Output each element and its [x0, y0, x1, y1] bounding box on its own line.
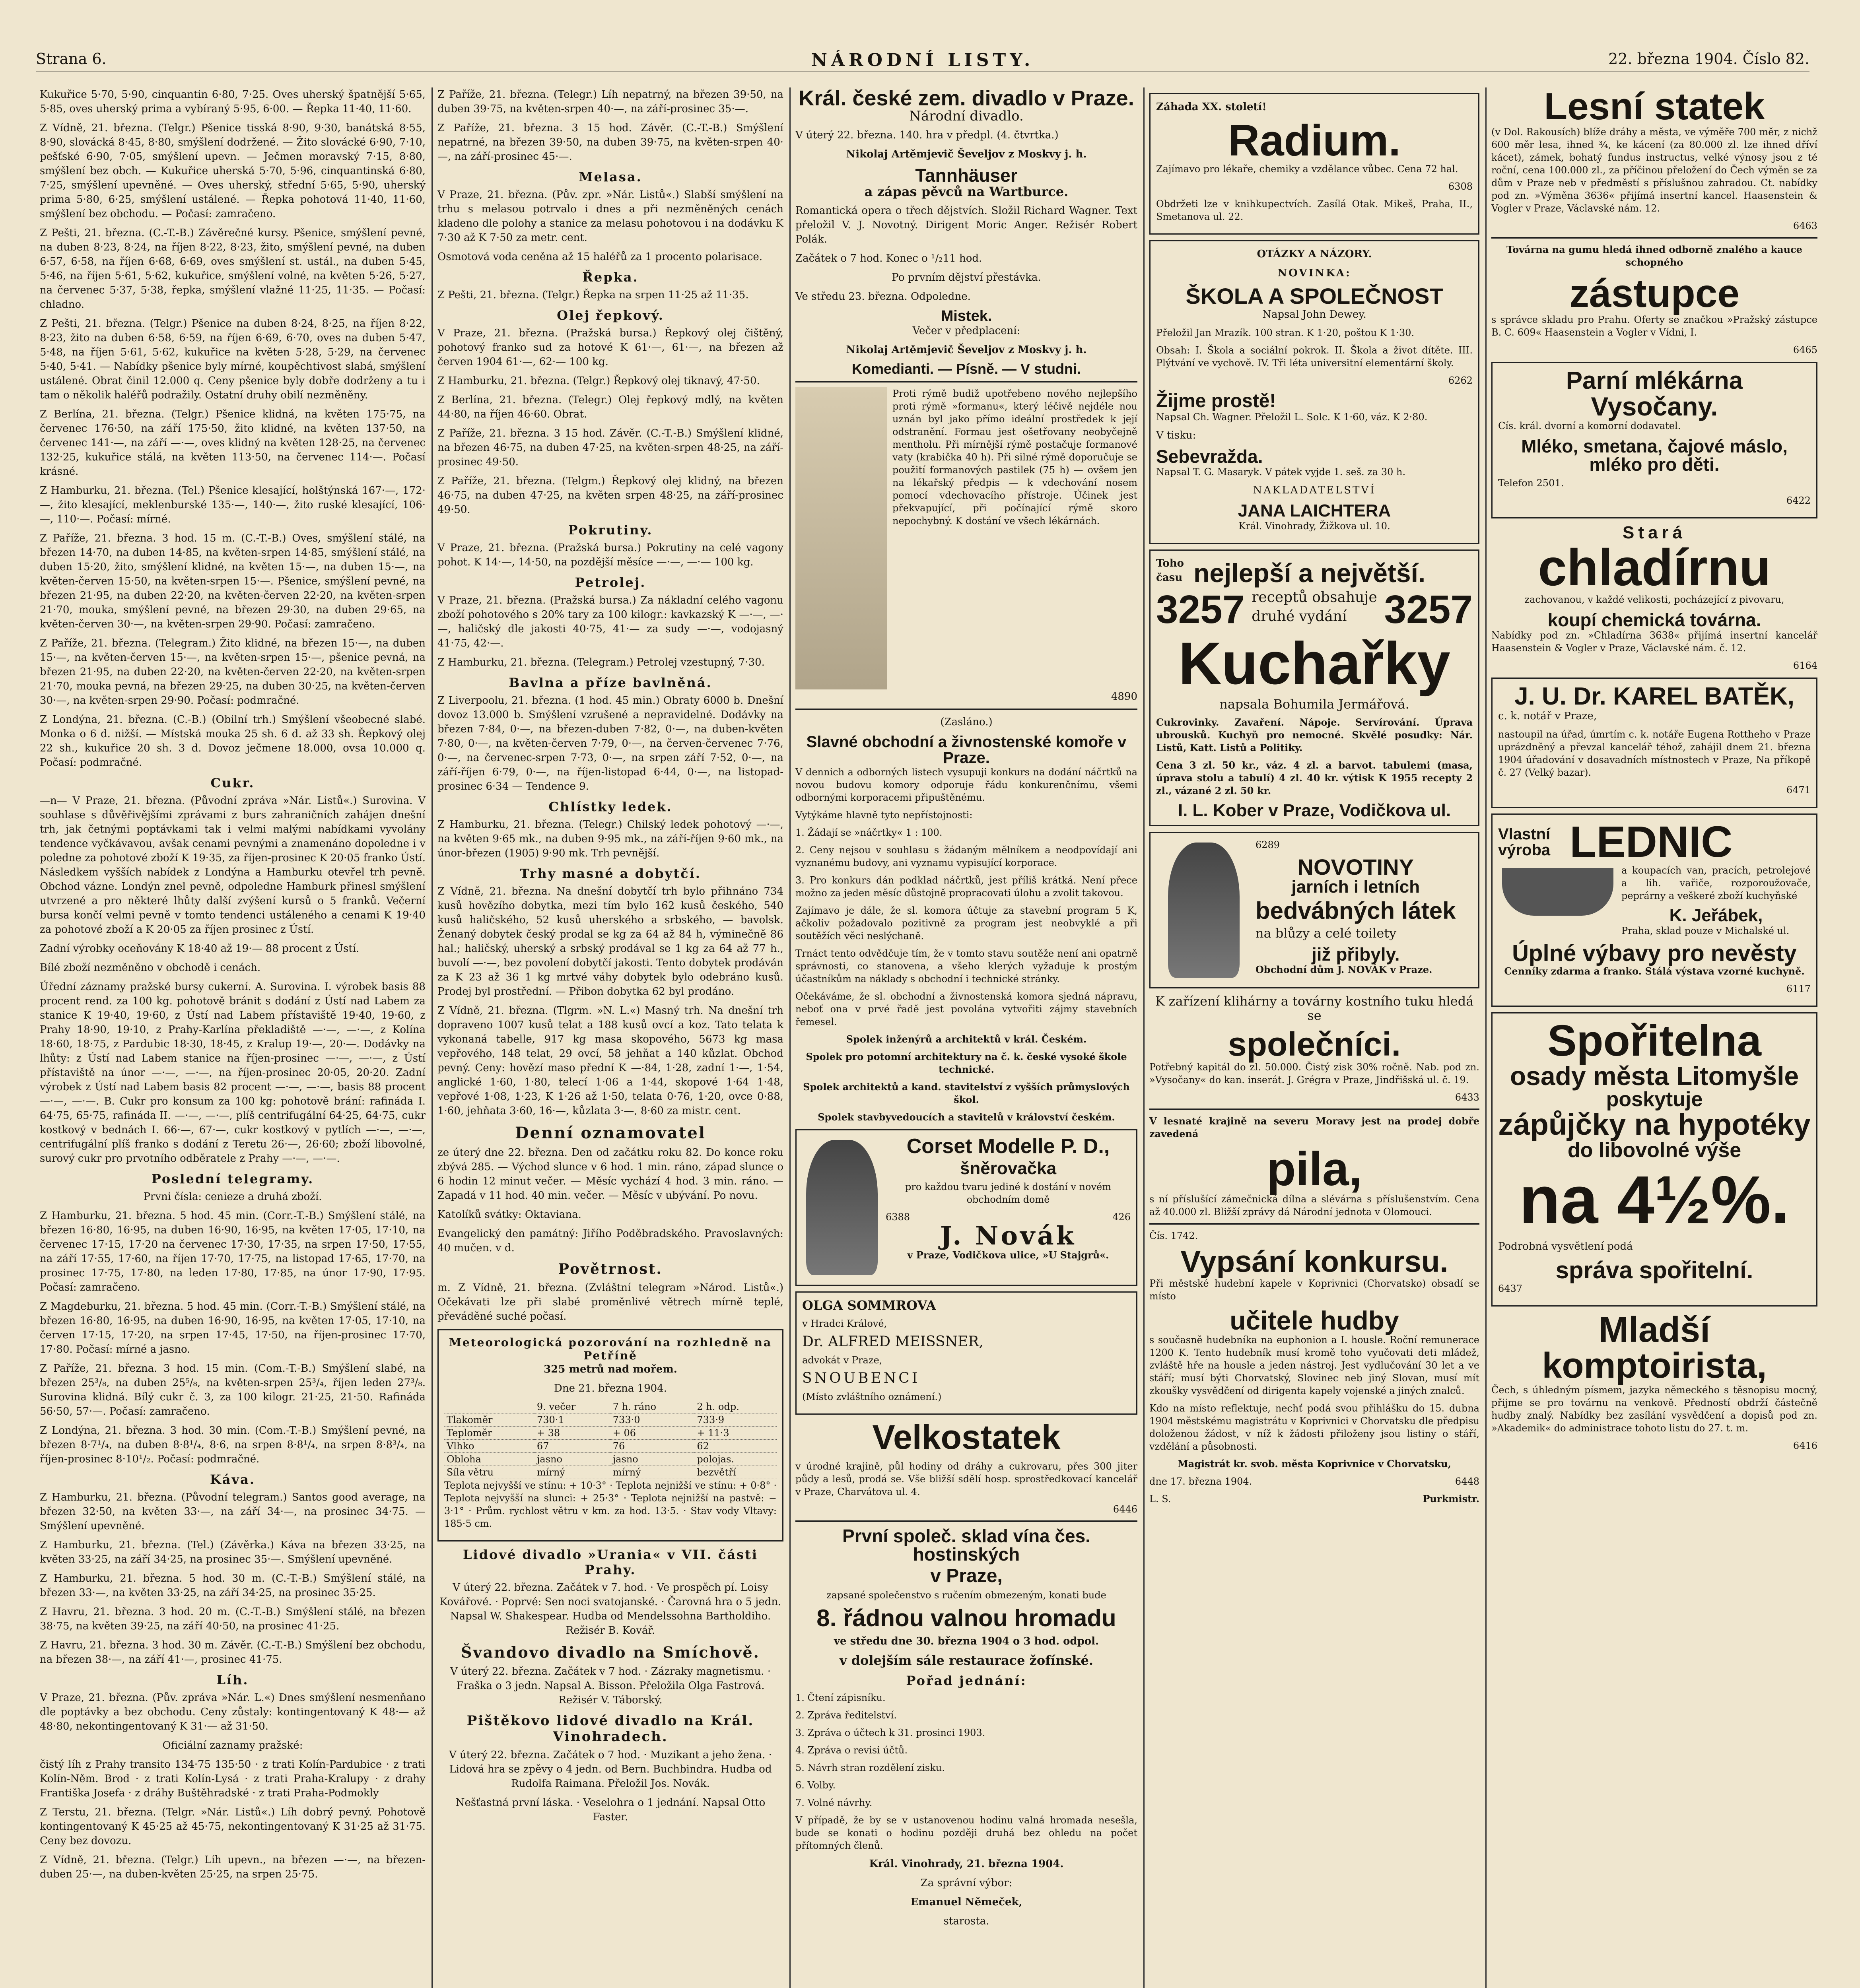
- meeting-date: ve středu dne 30. března 1904 o 3 hod. odpol.: [834, 1635, 1099, 1647]
- book-info: Napsal T. G. Masaryk. V pátek vyjde 1. seš. za 30 h.: [1156, 466, 1406, 478]
- theatre-heading: Pištěkovo lidové divadlo na Král. Vinohradech.: [466, 1713, 754, 1745]
- article-paragraph: Kukuřice 5·70, 5·90, cinquantin 6·80, 7·25. Oves uherský špatnější 5·65, 5·85, oves uherský prima a vybíraný 5·95, 6·00. — Řepka 11·40, 11·60.: [40, 89, 426, 115]
- publisher-name: JANA LAICHTERA: [1238, 501, 1391, 520]
- column-divider: [789, 87, 791, 1988]
- section-heading: Chlístky ledek.: [548, 799, 672, 814]
- letter-text: 3. Pro konkurs dán podklad náčrtků, jest příliš krátká. Není přece možno za jeden měsíc důstojně propracovati úlohu a zvolit takovou.: [795, 875, 1137, 899]
- agenda-item: 2. Zpráva ředitelství.: [795, 1710, 897, 1721]
- ad-number: 6289: [1256, 839, 1280, 850]
- article-paragraph: Z Vídně, 21. března. Na dnešní dobytčí trh bylo přihnáno 734 kusů hovězího dobytka, mezi tím bylo 162 kusů českého, 540 kusů haličského, 52 kusů uherského a srbského, — bavolsk. Ženaný dobytek český prodal se kg za 64 až 84 h, výminečně 86 hal.; haličský, uherský a srbský prodával se 1 kg za 64 až 77 h., buvolí —·—, bez povolení dobytčí jakosti. Tento dobytek prodáván za K 23 až 36 1 kg mrtvé váhy dobytek bylo odebráno kusů. Prodej byl prostřední. — Přibon dobytka 62 byl prodáno.: [437, 885, 783, 998]
- hour-label: 9. večer: [534, 1400, 610, 1413]
- article-paragraph: Z Vídně, 21. března. (Tlgrm. »N. L.«) Masný trh. Na dnešní trh dopraveno 1007 kusů telat a 188 kusů ovcí a koz. Tato telata k vykonaná tabelle, 917 kg masa skopového, 5673 kg masa vepřového, 148 telat, 29 ovcí, 58 jehňat a 140 kůzlat. Obchod pevný. Ceny: hovězí maso přední K —·84, 1·28, zadní 1·—, 1·54, anglické 1·60, 1·80, telecí 1·06 a 1·44, skopové 1·64 1·48, vepřové 1·08, 1·23, K 1·26 až 1·50, telata 0·76, 1·20, ovce 0·88, 1·60, jehňata 3·60, 16·—, kůzlata 3·—, 8·60 za mistr. cent.: [437, 1005, 783, 1117]
- theatre-subtitle: Národní divadlo.: [909, 108, 1024, 124]
- laichter-ad: [1149, 240, 1479, 544]
- book-contents: Obsah: I. Škola a sociální pokrok. II. Škola a život dítěte. III. Plýtvání ve vychově. IV. Tři léta universitní elementární školy.: [1156, 345, 1473, 369]
- corset-text: pro každou tvaru jediné k dostání v novém obchodním domě: [905, 1181, 1111, 1205]
- section-heading: Poslední telegramy.: [151, 1171, 314, 1186]
- shop-name: Obchodní dům J. NOVÁK v Praze.: [1256, 964, 1432, 975]
- weather-row: Teploměr + 38 + 06 + 11·3: [444, 1427, 777, 1440]
- agenda-item: 4. Zpráva o revisi účtů.: [795, 1745, 908, 1756]
- article-paragraph: Z Havru, 21. března. 3 hod. 20 m. (C.-T.-B.) Smýšlení stálé, na březen 38·75, na květen 39·25, na září 40·50, na prosinec 41·25.: [40, 1606, 426, 1632]
- opera-subtitle: a zápas pěvců na Wartburce.: [864, 184, 1069, 199]
- fridge-ad: [1491, 813, 1817, 1007]
- letter-text: 2. Ceny nejsou v souhlasu s žádaným mělníkem a neodpovídají ani vyznanému budovy, ani vyznamu vypisující korporace.: [795, 845, 1137, 868]
- ad-number: 6463: [1793, 220, 1817, 231]
- radium-title: Radium.: [1228, 116, 1401, 165]
- divider: [795, 1520, 1137, 1522]
- theatre-program: V úterý 22. března. Začátek v 7 hod. · Zázraky magnetismu. · Fraška o 3 jedn. Napsal A. Bisson. Přeložila Olga Fastrová. Režisér V. Táborský.: [450, 1666, 771, 1706]
- contest-text: s současně hudebníka na euphonion a I. housle. Roční remunerace 1200 K. Tento hudebník musí kromě toho vyučovati deti mládež, zvláště hře na housle a jeden nástroj. Jest vydlučování 30 let a ve stáří; musí býti Chorvatský, Slovinec neb jiný Slovan, musí mít zkoušky vysvědčení od dirigenta kapely vojenské a jiných znalců.: [1149, 1334, 1479, 1396]
- silk-main: bedvábných látek: [1256, 897, 1456, 924]
- article-paragraph: Z Magdeburku, 21. března. 5 hod. 45 min. (Corr.-T.-B.) Smýšlení stálé, na březen 16·80, 16·95, na duben 16·90, 16·95, na květen 17·05, 17·10, na červen 17·15, 17·20, na srpen 17·45, 17·50, na říjen-prosinec 17·70, 17·80. Počasí: mírné a jasno.: [40, 1301, 426, 1355]
- corset-title: Corset Modelle P. D.,: [906, 1135, 1110, 1158]
- cooler-title: chladírnu: [1538, 538, 1771, 596]
- divider: [1149, 1109, 1479, 1110]
- recipe-count: 3257: [1156, 587, 1245, 632]
- signatory: Spolek inženýrů a architektů v král. Českém.: [846, 1033, 1087, 1045]
- weather-table-box: [437, 1329, 783, 1541]
- theatre-heading: Švandovo divadlo na Smíchově.: [461, 1643, 760, 1661]
- article-paragraph: Z Paříže, 21. března. 3 15 hod. Závěr. (C.-T.-B.) Smýšlení klidné, na březen 46·75, na duben 47·25, na květen-srpen 48·25, na září-prosinec 49·50.: [437, 427, 783, 468]
- book-title: Sebevražda.: [1156, 446, 1263, 467]
- cookbook-ad: [1149, 549, 1479, 826]
- theatre-line: Komedianti. — Písně. — V studni.: [851, 361, 1081, 377]
- sawmill-intro: V lesnaté krajině na severu Moravy jest na prodej dobře zavedená: [1149, 1115, 1479, 1140]
- groom-name: Dr. ALFRED MEISSNER,: [802, 1334, 983, 1350]
- savings-bank-ad: [1491, 1012, 1817, 1307]
- article-paragraph: Z Hamburku, 21. března. 5 hod. 30 m. (C.-T.-B.) Smýšlení stálé, na březen 33·—, na květen 33·25, na září 34·25, na prosinec 35·25.: [40, 1573, 426, 1599]
- wine-title: První společ. sklad vína čes. hostinských: [842, 1526, 1090, 1565]
- own-production: Vlastní výroba: [1498, 825, 1551, 859]
- divider: [1149, 1223, 1479, 1225]
- theatre-title: Král. české zem. divadlo v Praze.: [799, 87, 1134, 110]
- article-paragraph: Z Hamburku, 21. března. (Telegr.) Chilský ledek pohotový —·—, na květen 9·65 mk., na duben 9·95 mk., na září-říjen 9·60 mk., na únor-březen (1905) 9·90 mk. Trh pevnější.: [437, 819, 783, 859]
- letter-text: Vytýkáme hlavně tyto nepřístojnosti:: [795, 810, 973, 821]
- article-paragraph: Z Paříže, 21. března. (Telegr.) Líh nepatrný, na březen 39·50, na duben 39·75, na květen-srpen 40·—, na září-prosinec 35·—.: [437, 89, 783, 115]
- reference-number: Čís. 1742.: [1149, 1230, 1198, 1241]
- divider: [1491, 237, 1817, 239]
- agent-text: s správce skladu pro Prahu. Oferty se značkou »Pražský zástupce B. C. 609« Haasenstein a Vogler v Vídni, I.: [1491, 314, 1817, 338]
- meeting-title: 8. řádnou valnou hromadu: [816, 1605, 1116, 1631]
- section-heading: Káva.: [210, 1472, 255, 1487]
- ad-number: 6465: [1793, 344, 1817, 355]
- partner-ad-intro: K zařízení klihárny a továrny kostního tuku hledá se: [1155, 994, 1474, 1023]
- divider: [795, 709, 1137, 710]
- notary-name: J. U. Dr. KAREL BATĚK,: [1514, 683, 1794, 710]
- contest-title: Vypsání konkursu.: [1180, 1245, 1448, 1279]
- article-paragraph: Evangelický den památný: Jiřího Poděbradského. Pravoslavných: 40 mučen. v d.: [437, 1228, 783, 1254]
- notice-note: (Místo zvláštního oznámení.): [802, 1391, 942, 1402]
- article-paragraph: Z Liverpoolu, 21. března. (1 hod. 45 min.) Obraty 6000 b. Dnešní dovoz 13.000 b. Smýšlení vzrušené a nepravidelné. Dodávky na březen 7·84, 0·—, na březen-duben 7·82, 0·—, na duben-květen 7·80, 0·—, na květen-červen 7·79, 0·—, na červen-červenec 7·76, 0·—, na červenec-srpen 7·73, 0·—, na srpen září 7·52, 0·—, na září-říjen 6·79, 0·—, na říjen-listopad 6·44, 0·—, na listopad-prosinec 6·34 — Tendence 9.: [437, 695, 783, 792]
- contest-position: učitele hudby: [1230, 1306, 1399, 1335]
- article-paragraph: Prvni čísla: cenieze a druhá zboží.: [143, 1191, 322, 1203]
- section-heading: Líh.: [216, 1672, 249, 1687]
- dowry-title: Úplné výbavy pro nevěsty: [1512, 940, 1797, 966]
- theatre-program: V úterý 22. března. Začátek v 7. hod. · Ve prospěch pí. Loisy Kovářové. · Poprvé: Sen noci svatojanské. · Čarovná hra o 5 jedn. Napsal W. Shakespear. Hudba od Mendelssohna Bartholdiho. Režisér B. Kovář.: [439, 1582, 781, 1637]
- theatre-line: V úterý 22. března. 140. hra v předpl. (4. čtvrtka.): [795, 129, 1059, 141]
- article-paragraph: Z Hamburku, 21. března. (Telegram.) Petrolej vzestupný, 7·30.: [437, 656, 765, 668]
- notary-title: c. k. notář v Praze,: [1498, 710, 1597, 722]
- article-paragraph: m. Z Vídně, 21. března. (Zvláštní telegram »Národ. Listů«.) Očekávati lze při slabé proměnlivé větrech mírně teplé, převáděné suché počasí.: [437, 1282, 783, 1322]
- radium-text: Obdržeti lze v knihkupectvích. Zasílá Otak. Mikeš, Praha, II., Smetanova ul. 22.: [1156, 198, 1473, 222]
- cooler-buyer: koupí chemická továrna.: [1547, 610, 1761, 630]
- article-paragraph: Bílé zboží nezměněno v obchodě i cenách.: [40, 962, 261, 974]
- corset-ad: [795, 1129, 1137, 1286]
- agenda-item: 3. Zpráva o účtech k 31. prosinci 1903.: [795, 1727, 985, 1738]
- article-paragraph: Z Hamburku, 21. března. 5 hod. 45 min. (Corr.-T.-B.) Smýšlení stálé, na březen 16·80, 16·95, na duben 16·90, 16·95, na květen 17·05, 17·10, na červenec 17·15, 17·20 na červenec 17·30, 17·35, na srpen 17·50, 17·55, na září 17·55, 17·60, na říjen 17·70, 17·75, na listopad 17·65, 17·70, na prosinec 17·75, 17·80, na leden 17·80, 17·85, na únor 17·90, 17·95. Počasí: zamračeno.: [40, 1210, 426, 1293]
- article-paragraph: Z Paříže, 21. března. 3 hod. 15 m. (C.-T.-B.) Oves, smýšlení stálé, na březen 14·70, na duben 14·85, na květen-srpen 14·85, smýšlení stálé, na duben 15·20, žito, smýšlení klidné, na květen 15·—, na duben 15·—, na květen-červen 15·50, na květen-srpen 15·—. Pšenice, smýšlení pevné, na březen 21·95, na duben 22·20, na květen-červen 22·20, na květen-srpen 21·70, mouka, smýšlení pevné, na březen 29·30, na duben 29·65, na květen-červen 30·—, na květen-srpen 29·90. Počasí: zamračeno.: [40, 532, 426, 630]
- bank-admin: správa spořitelní.: [1555, 1257, 1753, 1283]
- radium-tagline: Záhada XX. století!: [1156, 101, 1267, 113]
- agent-title: zástupce: [1569, 271, 1739, 316]
- section-heading: Cukr.: [210, 775, 255, 790]
- ad-number: 6422: [1786, 495, 1811, 506]
- theatre-line: Mistek.: [941, 308, 992, 324]
- agenda-item: 5. Návrh stran rozdělení zisku.: [795, 1762, 945, 1773]
- dairy-ad: [1491, 362, 1817, 518]
- cooler-text: zachovanou, v každé velikosti, pocházející z pivovaru,: [1524, 594, 1784, 605]
- article-paragraph: Z Hamburku, 21. března. (Telgr.) Řepkový olej tiknavý, 47·50.: [437, 375, 760, 387]
- article-paragraph: V Praze, 21. března. (Pův. zpr. »Nár. Listů«.) Slabší smýšlení na trhu s melasou potrvalo i dnes a při nezměněných cenách kladeno dle polohy a stanice za melasu pohotovou i na dodávku K 7·30 až K 7·50 za metr. cent.: [437, 189, 783, 244]
- article-paragraph: Z Londýna, 21. března. 3 hod. 30 min. (Com.-T.-B.) Smýšlení pevné, na březen 8·7¹/₄, na duben 8·8¹/₄, 8·6, na srpen 8·8¹/₄, na srpen 8·8³/₄, na říjen-prosinec 8·10¹/₂. Počasí: podmračné.: [40, 1425, 426, 1465]
- signatory: Spolek stavbyvedoucích a stavitelů v království českém.: [818, 1111, 1115, 1123]
- formanu-ad: [795, 387, 1137, 689]
- article-paragraph: Z Pešti, 21. března. (C.-T.-B.) Závěrečné kursy. Pšenice, smýšlení pevné, na duben 8·23, 8·24, na říjen 8·22, 8·23, žito, smýšlení pevné, na duben 6·57, 6·58, na říjen 6·68, 6·69, oves smýšlení st. ustál., na duben 5·45, 5·46, na říjen 5·61, 5·62, kukuřice, smýšlení volné, na květen 5·26, 5·27, na červenec 5·37, 5·38, řepka, smýšlení vlažné 11·25, 11·35. — Počasí: chladno.: [40, 227, 426, 311]
- ad-number: 6164: [1793, 660, 1817, 671]
- mayor-label: Purkmistr.: [1423, 1493, 1479, 1505]
- corset-illustration: [802, 1136, 882, 1279]
- issue-date: 22. března 1904. Číslo 82.: [1608, 50, 1809, 68]
- opera-title: Tannhäuser: [915, 165, 1018, 186]
- fridge-title: LEDNIC: [1570, 817, 1733, 866]
- section-heading: Řepka.: [582, 270, 639, 285]
- letter-text: Zajímavo je dále, že sl. komora účtuje za stavební program 5 K, ačkoliv požadovalo pozitivně za program jest neobvyklé a při soutěžích věci neslýchaně.: [795, 905, 1137, 942]
- weather-extra: Teplota nejvyšší ve stínu: + 10·3° · Teplota nejnižší ve stínu: + 0·8° · Teplota nejvyšší na slunci: + 25·3° · Teplota nejnižší na pastvě: − 3·1° · Prům. rychlost větru v km. za hod. 13·5. · Stav vody Vltavy: 185·5 cm.: [444, 1480, 777, 1529]
- wine-text: zapsané společenstvo s ručením obmezeným, konati bude: [826, 1590, 1106, 1601]
- article-paragraph: Katolíků svátky: Oktaviana.: [437, 1209, 581, 1221]
- cookbook-title: Kuchařky: [1178, 630, 1450, 697]
- article-paragraph: —n— V Praze, 21. března. (Původní zpráva »Nár. Listů«.) Surovina. V souhlase s důvěřivějšími zprávami z burs zahraničních zahájen dnešní trh, jak četnými poptávkami tak i velmi malými nabídkami vyvolány tendence vyčkávavou, avšak cenami pevnými a znamenáno dopoledne i v poledne za pohotové zboží K 19·35, za říjen-prosinec K 20·05 franko Ústí. Následkem vyšších nabídek z Londýna a Hamburku otevřel trh pevně. Obchod vázne. Londýn znel pevně, odpoledne Hamburk přinesl smýšlení utvrzené a pro některé lhůty další zvýšení kursů o 5 franků. Večerní bursa končí velmi pevně v tomto tendenci ustáleného a cenami K 19·40 za pohotové zboží a K 20·05 za říjen prosinec z Ústí.: [40, 795, 426, 936]
- estate-title: Velkostatek: [872, 1418, 1061, 1456]
- novak-address: v Praze, Vodičkova ulice, »U Stajgrů«.: [907, 1249, 1109, 1261]
- partner-ad-title: společníci.: [1228, 1025, 1401, 1063]
- series-name: OTÁZKY A NÁZORY.: [1257, 248, 1372, 260]
- sawmill-text: s ní příslušící zámečnická dílna a slévárna s příslušenstvím. Cena až 40.000 zl. Bližší zprávy dá Národní jednota v Olomouci.: [1149, 1194, 1479, 1217]
- weather-row: Obloha jasno jasno polojas.: [444, 1453, 777, 1466]
- dairy-place: Vysočany.: [1591, 392, 1718, 421]
- meeting-place-date: Král. Vinohrady, 21. března 1904.: [869, 1858, 1064, 1870]
- article-paragraph: Z Hamburku, 21. března. (Původní telegram.) Santos good average, na březen 32·50, na květen 33·—, na září 34·—, na prosinec 34·75. — Smýšlení upevněné.: [40, 1491, 426, 1532]
- agenda-item: 7. Volné návrhy.: [795, 1797, 873, 1808]
- bride-name: OLGA SOMMROVA: [802, 1298, 936, 1313]
- article-paragraph: Z Paříže, 21. března. 3 15 hod. Závěr. (C.-T.-B.) Smýšlení nepatrné, na březen 39·50, na duben 39·75, na květen-srpen 40·—, na září-prosinec 45·—.: [437, 122, 783, 163]
- bank-info: Podrobná vysvětlení podá: [1498, 1241, 1633, 1252]
- section-heading: Denní oznamovatel: [515, 1124, 706, 1142]
- radium-text: Zajímavo pro lékaře, chemiky a vzdělance vůbec. Cena 72 hal.: [1156, 163, 1458, 175]
- cookbook-author: napsala Bohumila Jermářová.: [1219, 697, 1409, 712]
- article-paragraph: V Praze, 21. března. (Pův. zpráva »Nár. L.«) Dnes smýšlení nesmenňano dle poptávky a bez obchodu. Ceny zůstaly: kontingentovaný K 48·— až 48·80, nekontingentovaný K 31·— až 31·50.: [40, 1692, 426, 1732]
- article-paragraph: Z Londýna, 21. března. (C.-B.) (Obilní trh.) Smýšlení všeobecné slabé. Monka o 6 d. nižší. — Místská mouka 25 sh. 6 d. až 33 sh. Řepkový olej 22 sh., kukuřice 20 sh. 3 d. Dovoz ječmene 18.000, ovsa 10.000 q. Počasí: podmračné.: [40, 714, 426, 769]
- engaged-label: SNOUBENCI: [802, 1370, 920, 1386]
- ads-column-5: [1491, 87, 1817, 1988]
- section-heading: Bavlna a příze bavlněná.: [509, 675, 712, 690]
- theatre-line: Ve středu 23. března. Odpoledne.: [795, 291, 971, 303]
- fridge-address: Praha, sklad pouze v Michalské ul.: [1621, 925, 1790, 936]
- article-paragraph: Z Havru, 21. března. 3 hod. 30 m. Závěr. (C.-T.-B.) Smýšlení bez obchodu, na březen 38·—, na září 41·—, prosinec 41·75.: [40, 1639, 426, 1666]
- ad-number: 426: [1112, 1211, 1131, 1223]
- book-info: Přeložil Jan Mrazík. 100 stran. K 1·20, poštou K 1·30.: [1156, 327, 1415, 338]
- silk-text: na blůzy a celé toilety: [1256, 926, 1397, 941]
- hour-label: 2 h. odp.: [694, 1400, 777, 1413]
- wine-city: v Praze,: [930, 1565, 1003, 1586]
- article-paragraph: Z Pešti, 21. března. (Telgr.) Pšenice na duben 8·24, 8·25, na říjen 8·22, 8·23, žito na duben 6·58, 6·59, na říjen 6·69, 6·70, oves na duben 5·47, 5·48, na říjen 5·61, 5·62, kukuřice na květen 5·28, 5·29, na červenec 5·40, 5·41. — Nabídky pšenice byly mírné, koupěchtivost slabá, smýšlení ustálené. Obrat činil 12.000 q. Ceny pšenice byly dobře dodrženy a tu i tam o několik haléřů podražily. Ostatní druhy obilí nezměněny.: [40, 318, 426, 401]
- dowry-text: Cenníky zdarma a franko. Stálá výstava vzorné kuchyně.: [1504, 965, 1805, 977]
- page-number: Strana 6.: [36, 50, 107, 68]
- ad-number: 6416: [1793, 1440, 1817, 1451]
- bank-provides: poskytuje: [1606, 1088, 1703, 1111]
- forest-estate-text: (v Dol. Rakousích) blíže dráhy a města, ve výměře 700 měr, z nichž 600 měr lesa, ihned ¾, ke kácení (za 80.000 zl. lze ihned dříví kácet), zámek, bohatý fundus instructus, velké výnosy jsou z té roční, cena 100.000 zl., za příčinou přeložení do Čech výměn se za dům v Praze neb v předměstí s příslušnou zahradou. Ct. nabídky pod zn. »Výměna 3636« přijímá insertní kancel. Haasenstein & Vogler v Praze, Václavské nám. 12.: [1491, 126, 1817, 214]
- article-paragraph: čistý líh z Prahy transito 134·75 135·50 · z trati Kolín-Pardubice · z trati Kolín-Něm. Brod · z trati Kolín-Lysá · z trati Praha-Kralupy · z drahy Františka Josefa · z dráhy Buštěhradské · z trati Praha-Podmokly: [40, 1759, 426, 1799]
- notary-ad: [1491, 678, 1817, 808]
- signatory: Spolek architektů a kand. stavitelství z vyšších průmyslových škol.: [803, 1081, 1130, 1105]
- ad-number: 6437: [1498, 1283, 1523, 1294]
- article-paragraph: Z Vídně, 21. března. (Telgr.) Líh upevn., na březen —·—, na březen-duben 25·—, na duben-květen 25·25, na srpen 25·75.: [40, 1854, 426, 1880]
- ad-number: 6433: [1455, 1092, 1479, 1103]
- ad-text: Proti rýmě budiž upotřebeno nového nejlepšího proti rýmě »formanu«, který léčivě nejdéle nou uznán byl jako přímo ideální prostředek k její odstranění. Formau jest ošetřovany neobyčejně mentholu. Při mírnější rýmě postačuje formanové vaty (krabička 40 h). Při silné rýmě doporučuje se použití formanových pastilek (75 h) — ovšem jen na lékařský předpis — k vdechování nosem pomocí vdechovacího přístroje. Účinek jest překvapující, při počínající rýmě skoro nepochybný. K dostání ve všech lékárnách.: [892, 388, 1137, 526]
- weather-date: Dne 21. března 1904.: [554, 1382, 667, 1394]
- publisher-address: Král. Vinohrady, Žižkova ul. 10.: [1238, 520, 1390, 532]
- theatre-program: Nešťastná první láska. · Veselohra o 1 jednání. Napsal Otto Faster.: [455, 1797, 766, 1823]
- weather-title: Meteorologická pozorování na rozhledně na Petříně: [449, 1336, 772, 1362]
- agenda-item: 1. Čtení zápisníku.: [795, 1692, 886, 1703]
- person-illustration: [795, 387, 887, 689]
- section-heading: Pokrutiny.: [568, 522, 653, 538]
- silk-sub: jarních i letních: [1291, 877, 1420, 897]
- sawmill-title: pila,: [1266, 1142, 1362, 1196]
- groom-title: advokát v Praze,: [802, 1355, 882, 1366]
- article-paragraph: Úřední záznamy pražské bursy cukerní. A. Surovina. I. výrobek basis 88 procent rend. za 100 kg. pohotově bránit s dodání z Ústí nad Labem za stanice K 19·40, 19·60, z Ústí nad Labem přístaviště 19·40, 19·60, z Prahy 18·90, 19·10, z Prahy-Karlína překladiště —·—, —·—, z Kolína 18·60, 18·75, z Pardubic 18·30, 18·45, z Kralup 19·—, 20·—. Dodávky na lhůty: z Ústí nad Labem stanice na říjen-prosinec —·—, —·—, z Ústí přístaviště na únor —·—, —·—, na říjen-prosinec 20·05, 20·20. Zadní výrobek z Ústí nad Labem basis 82 procent —·—, —·—, basis 88 procent —·—, —·—. B. Cukr pro konsum za 100 kg: pohotově brání: rafináda I. 64·75, 65·75, rafináda II. —·—, —·—, plíš centrifugální 64·25, 64·75, cukr kostkový v bednách I. 66·—, 67·—, cukr kostkový v pytlích —·—, —·—, centrifugální plíš franko s dodání z Teretu 26·—, 26·60; zboží libovolné, surový cukr pro prvotního odběratele z Prahy —·—, —·—.: [40, 981, 426, 1165]
- signature-title: starosta.: [943, 1915, 989, 1927]
- bank-rate: na 4½%.: [1519, 1162, 1790, 1238]
- section-heading: Trhy masné a dobytčí.: [520, 866, 701, 881]
- theatre-heading: Lidové divadlo »Urania« v VII. části Prahy.: [463, 1547, 758, 1577]
- letter-text: V dennich a odborných listech vysupuji konkurs na dodání náčrtků na novou budovu komory odporuje řádu konkurenčnímu, všemi odbornými korporacemi připuštěnému.: [795, 767, 1137, 803]
- contest-text: Při městské hudební kapele v Koprivnici (Chorvatsko) obsadí se místo: [1149, 1278, 1479, 1302]
- bride-place: v Hradci Králové,: [802, 1318, 887, 1329]
- page-header: [36, 48, 1809, 73]
- article-paragraph: Z Pešti, 21. března. (Telgr.) Řepka na srpen 11·25 až 11·35.: [437, 289, 749, 301]
- weather-subtitle: 325 metrů nad mořem.: [544, 1363, 677, 1375]
- agenda-item: 6. Volby.: [795, 1780, 836, 1791]
- article-paragraph: Z Vídně, 21. března. (Telgr.) Pšenice tisská 8·90, 9·30, banátská 8·55, 8·90, slovácká 8·45, 8·80, smýšlení dodržené. — Žito slovácké 6·90, 7·10, pešťské 6·90, 7·05, smýšlení upevn. — Ječmen moravský 7·15, 8·80, smýšlení bez obch. — Kukuřice uherská 5·70, 5·96, cinquantinská 6·80, 7·25, smýšlení upevněné. — Oves uherský, střední 5·65, 5·90, uherský prima 5·80, 6·25, smýšlení ustálené. — Řepka pohotová 11·40, 11·60, smýšlení bez obchodu. — Počasí: zamračeno.: [40, 122, 426, 220]
- ladies-illustration: [1156, 839, 1252, 982]
- zaslano-label: (Zasláno.): [940, 716, 993, 728]
- hour-label: 7 h. ráno: [610, 1400, 695, 1413]
- letter-text: 1. Žádají se »náčrtky« 1 : 100.: [795, 827, 943, 838]
- weather-table: [444, 1400, 777, 1479]
- divider: [795, 381, 1137, 382]
- article-paragraph: Z Hamburku, 21. března. (Tel.) Pšenice klesající, holštýnská 167·—, 172·—, žito klesající, meklenburské 135·—, 140·—, žito ruské klesající, 106·—, 110·—. Počasí: mírné.: [40, 485, 426, 525]
- weather-header-row: [444, 1400, 777, 1413]
- magistrate-date: dne 17. března 1904.: [1149, 1476, 1252, 1487]
- article-paragraph: Z Paříže, 21. března. (Telgm.) Řepkový olej klidný, na březen 46·75, na duben 47·25, na květen srpen 48·25, na září-prosinec 49·50.: [437, 475, 783, 516]
- book-author: Napsal John Dewey.: [1262, 309, 1366, 320]
- column-divider: [431, 87, 433, 1988]
- section-heading: Povětrnost.: [558, 1261, 663, 1277]
- article-paragraph: Z Paříže, 21. března. (Telegram.) Žito klidné, na březen 15·—, na duben 15·—, na květen-červen 15·—, na květen-srpen 15·—, pšenice pevná, na březen 21·95, na duben 22·20, na květen-červen 22·20, na květen-srpen 21·70, mouka pevná, na březen 29·25, na duben 30·25, na květen-červen 30·—, na květen-srpen 29·90. Počasí: podmračné.: [40, 637, 426, 707]
- theatre-line: Večer v předplacení:: [912, 325, 1020, 337]
- section-heading: Petrolej.: [575, 575, 646, 590]
- theatre-line: Po prvním dějství přestávka.: [892, 272, 1041, 283]
- dairy-products: Mléko, smetana, čajové máslo, mléko pro děti.: [1521, 436, 1788, 475]
- signature-name: Emanuel Němeček,: [910, 1896, 1022, 1908]
- letter-text: Očekáváme, že sl. obchodní a živnostenská komora sjedná nápravu, neboť ona v prvé řadě jest povolána vytvořiti zájmy stavebních řemesel.: [795, 991, 1137, 1027]
- ad-number: 6117: [1786, 983, 1811, 994]
- seal-label: L. S.: [1149, 1493, 1171, 1505]
- novelty-label: NOVINKA:: [1277, 267, 1351, 279]
- article-paragraph: V Praze, 21. března. (Pražská bursa.) Pokrutiny na celé vagony pohot. K 14·—, 14·50, na pozdější měsíce —·—, —·— 100 kg.: [437, 542, 783, 568]
- agenda-heading: Pořad jednání:: [906, 1673, 1027, 1688]
- book-title: Žijme prostě!: [1156, 390, 1276, 412]
- notary-text: nastoupil na úřad, úmrtím c. k. notáře Eugena Rottheho v Praze uprázdněný a převzal kancelář téhož, zahájil dnem 21. března 1904 úřadování v dosavadních místnostech v Praze, Na příkopě č. 27 (Velký bazar).: [1498, 729, 1811, 778]
- dairy-subtitle: Cís. král. dvorní a komorní dodavatel.: [1498, 420, 1681, 431]
- theatre-program: V úterý 22. března. Začátek o 7 hod. · Muzikant a jeho žena. · Lidová hra se zpěvy o 4 jedn. od Bern. Buchbindra. Hudba od Rudolfa Raimana. Přeložil Jos. Novák.: [449, 1749, 772, 1790]
- meeting-note: V případě, že by se v ustanovenou hodinu valná hromada nesešla, bude se konati o hodinu později druhá bez ohledu na počet přítomných členů.: [795, 1815, 1137, 1851]
- forest-estate-title: Lesní statek: [1544, 87, 1765, 128]
- dairy-title: Parní mlékárna: [1566, 367, 1743, 394]
- partner-ad-text: Potřebný kapitál do zl. 50.000. Čistý zisk 30% ročně. Nab. pod zn. »Vysočany« do kan. inserát. J. Grégra v Praze, Jindřišská ul. č. 19.: [1149, 1062, 1479, 1085]
- article-paragraph: V Praze, 21. března. (Pražská bursa.) Řepkový olej čištěný, pohotový franko sud za hotové K 61·—, 61·—, na březen až červen 1904 61·—, 62·— 100 kg.: [437, 327, 783, 368]
- letter-text: Trnáct tento odvědčuje tím, že v tomto stavu soutěže není ani opatrně správnosti, co stanovena, a všeho klerých vyžaduje k prostým účastníkům na náklady s obchodní i technické stránky.: [795, 948, 1137, 984]
- clerk-title: Mladší komptoirista,: [1542, 1310, 1767, 1386]
- ad-number: 6388: [886, 1211, 910, 1223]
- silk-ad: [1149, 832, 1479, 988]
- bank-amount: do libovolné výše: [1567, 1139, 1741, 1162]
- bathtub-illustration: [1498, 864, 1617, 942]
- bank-loans: zápůjčky na hypotéky: [1498, 1108, 1811, 1142]
- in-print-label: V tisku:: [1156, 429, 1196, 441]
- ad-number: 6448: [1455, 1476, 1479, 1487]
- theatre-line: Nikolaj Artěmjevič Ševeljov z Moskvy j. h.: [846, 148, 1087, 160]
- newspaper-title: NÁRODNÍ LISTY.: [811, 50, 1034, 70]
- meeting-place: v dolejším sále restaurace žofínské.: [839, 1653, 1094, 1668]
- book-info: Napsal Ch. Wagner. Přeložil L. Solc. K 1·60, váz. K 2·80.: [1156, 412, 1428, 423]
- article-paragraph: Z Hamburku, 21. března. (Tel.) (Závěrka.) Káva na březen 33·25, na květen 33·25, na září 34·25, na prosinec 35·—. Smýšlení upevněné.: [40, 1539, 426, 1565]
- weather-row: Tlakoměr 730·1 733·0 733·9: [444, 1413, 777, 1427]
- theatre-line: Romantická opera o třech dějstvích. Složil Richard Wagner. Text přeložil V. J. Novotný. Dirigent Moric Anger. Režisér Robert Polák.: [795, 205, 1137, 245]
- article-paragraph: ze úterý dne 22. března. Den od začátku roku 82. Do konce roku zbývá 285. — Východ slunce v 6 hod. 1 min. ráno, západ slunce o 6 hodin 12 minut večer. — Měsíc vychází 4 hod. 3 min. ráno. — Zapadá v 11 hod. 40 min. večer. — Měsíc v ubývání. Po novu.: [437, 1147, 783, 1202]
- article-paragraph: V Praze, 21. března. (Pražská bursa.) Za nákladní celého vagonu zboží pohotového s 20% tary za 100 kilogr.: kavkazský K —·—, —·—, haličský dle jakosti 40·75, 41·— za sudy —·—, vodojasný 41·75, 42·—.: [437, 594, 783, 649]
- dairy-phone: Telefon 2501.: [1498, 478, 1564, 489]
- publisher-label: NAKLADATELSTVÍ: [1253, 484, 1376, 496]
- recipe-count: 3257: [1384, 587, 1473, 632]
- weather-row: Síla větru mírný mírný bezvětří: [444, 1466, 777, 1479]
- fridge-seller: K. Jeřábek,: [1669, 906, 1763, 925]
- cookbook-publisher: I. L. Kober v Praze, Vodičkova ul.: [1178, 801, 1451, 820]
- weather-row: Vlhko 67 76 62: [444, 1440, 777, 1453]
- ad-label: Toho času: [1156, 557, 1184, 584]
- article-paragraph: Oficiální zaznamy pražské:: [162, 1740, 303, 1751]
- cooler-contact: Nabídky pod zn. »Chladírna 3638« přijímá insertní kancelář Haasenstein & Vogler v Praze, Václavské nám. č. 12.: [1491, 630, 1817, 654]
- ad-number: 6471: [1786, 784, 1811, 796]
- silk-title: NOVOTINY: [1297, 854, 1414, 879]
- article-paragraph: Z Berlína, 21. března. (Telgr.) Pšenice klidná, na květen 175·75, na červenec 176·50, na září 175·50, žito klidné, na květen 137·50, na červenec 141·—, na září —·—, oves klidný na květen 128·25, na červenec 132·25, kukuřice stálá, na květen 113·50, na červenec 114·—. Počasí krásné.: [40, 408, 426, 478]
- ad-number: 4890: [1111, 691, 1137, 703]
- novak-name: J. Novák: [940, 1221, 1077, 1251]
- article-paragraph: Z Terstu, 21. března. (Telgr. »Nár. Listů«.) Líh dobrý pevný. Pohotově kontingentovaný K 45·25 až 45·75, nekontingentovaný K 31·25 až 31·75. Ceny bez dovozu.: [40, 1806, 426, 1847]
- signature-label: Za správní výbor:: [920, 1877, 1013, 1889]
- theatre-line: Nikolaj Artěmjevič Ševeljov z Moskvy j. h.: [846, 344, 1087, 356]
- bank-title: Spořitelna: [1547, 1016, 1761, 1065]
- column-divider: [1143, 87, 1145, 1988]
- bank-town: osady města Litomyšle: [1510, 1061, 1799, 1091]
- market-reports-column-2: [437, 87, 783, 1988]
- article-paragraph: Z Paříže, 21. března. 3 hod. 15 min. (Com.-T.-B.) Smýšlení slabé, na březen 25³/₈, na duben 25⁵/₈, na květen-srpen 25³/₄, říjen leden 27³/₈. Surovina klidná. Bílý cukr č. 3, za 100 kilogr. 21·25, 21·50. Rafináda 56·50, 57·—. Počasí: zamračeno.: [40, 1363, 426, 1417]
- estate-text: v úrodné krajině, půl hodiny od dráhy a cukrovaru, přes 300 jiter půdy a lesů, prodá se. Vše bližší sdělí hosp. sprostředkovací kancelář v Praze, Charvátova ul. 4.: [795, 1461, 1137, 1497]
- signatory: Spolek pro potomní architektury na č. k. české vysoké škole technické.: [806, 1051, 1127, 1075]
- cookbook-text: Cukrovinky. Zavaření. Nápoje. Servírování. Úprava ubrousků. Kuchyň pro nemocné. Skvělé posudky: Nár. Listů, Katt. Listů a Politiky.: [1156, 716, 1473, 753]
- section-heading: Melasa.: [579, 169, 642, 184]
- article-paragraph: Zadní výrobky oceňovány K 18·40 až 19·— 88 procent z Ústí.: [40, 943, 360, 955]
- ad-number: 6262: [1448, 375, 1473, 386]
- magistrate: Magistrát kr. svob. města Koprivnice v Chorvatsku,: [1178, 1458, 1451, 1470]
- cookbook-price: Cena 3 zl. 50 kr., váz. 4 zl. a barvot. tabulemi (masa, úprava stolu a tabulí) 4 zl. 40 kr. výtisk K 1955 recepty 2 zl., vázané 2 zl. 50 kr.: [1156, 759, 1473, 796]
- fridge-text: a koupacích van, pracích, petrolejové a lih. vařiče, rozporoužovače, peprárny a veškeré zboží kuchyňské: [1621, 865, 1811, 901]
- old-label: Stará: [1622, 523, 1687, 542]
- section-heading: Olej řepkový.: [557, 308, 664, 323]
- ad-text: druhé vydání: [1252, 608, 1347, 625]
- article-paragraph: Z Berlína, 21. března. (Telegr.) Olej řepkový mdlý, na květen 44·80, na říjen 46·60. Obrat.: [437, 394, 783, 420]
- ad-number: 6308: [1448, 181, 1473, 192]
- ad-number: 6446: [1113, 1504, 1137, 1515]
- clerk-text: Čech, s úhledným písmem, jazyka německého s těsnopisu mocný, přijme se pro továrnu na venkově. Předností obdrží částečně hudby znalý. Nabídky bez zasílání vysvědčení a dopisů pod zn. »Akademik« do administrace tohoto listu do 27. t. m.: [1491, 1384, 1817, 1434]
- column-divider: [1485, 87, 1487, 1988]
- corset-subtitle: šněrovačka: [960, 1159, 1057, 1178]
- engagement-notice: [795, 1291, 1137, 1415]
- radium-ad: [1149, 93, 1479, 235]
- ads-column-3: [795, 87, 1137, 1988]
- letter-title: Slavné obchodní a živnostenské komoře v Praze.: [806, 733, 1127, 767]
- silk-text: již přibyly.: [1311, 944, 1400, 965]
- contest-text: Kdo na místo reflektuje, nechť podá svou přihlášku do 15. dubna 1904 městskému magistrátu v Koprivnici v Chorvatsku dle předpisu doloženou žádost, v níž k žádosti přiloženy jsou listiny o stáří, vzdělání a působnosti.: [1149, 1403, 1479, 1452]
- ad-text: receptů obsahuje: [1252, 589, 1377, 606]
- book-title: ŠKOLA A SPOLEČNOST: [1186, 283, 1443, 309]
- theatre-line: Začátek o 7 hod. Konec o ¹/₂11 hod.: [795, 252, 982, 264]
- ads-column-4: [1149, 87, 1479, 1988]
- ad-headline: nejlepší a největší.: [1193, 558, 1426, 588]
- rubber-factory-intro: Továrna na gumu hledá ihned odborně znalého a kauce schopného: [1506, 244, 1802, 268]
- article-paragraph: Osmotová voda ceněna až 15 haléřů za 1 procento polarisace.: [437, 251, 763, 263]
- market-reports-column: [40, 87, 426, 1988]
